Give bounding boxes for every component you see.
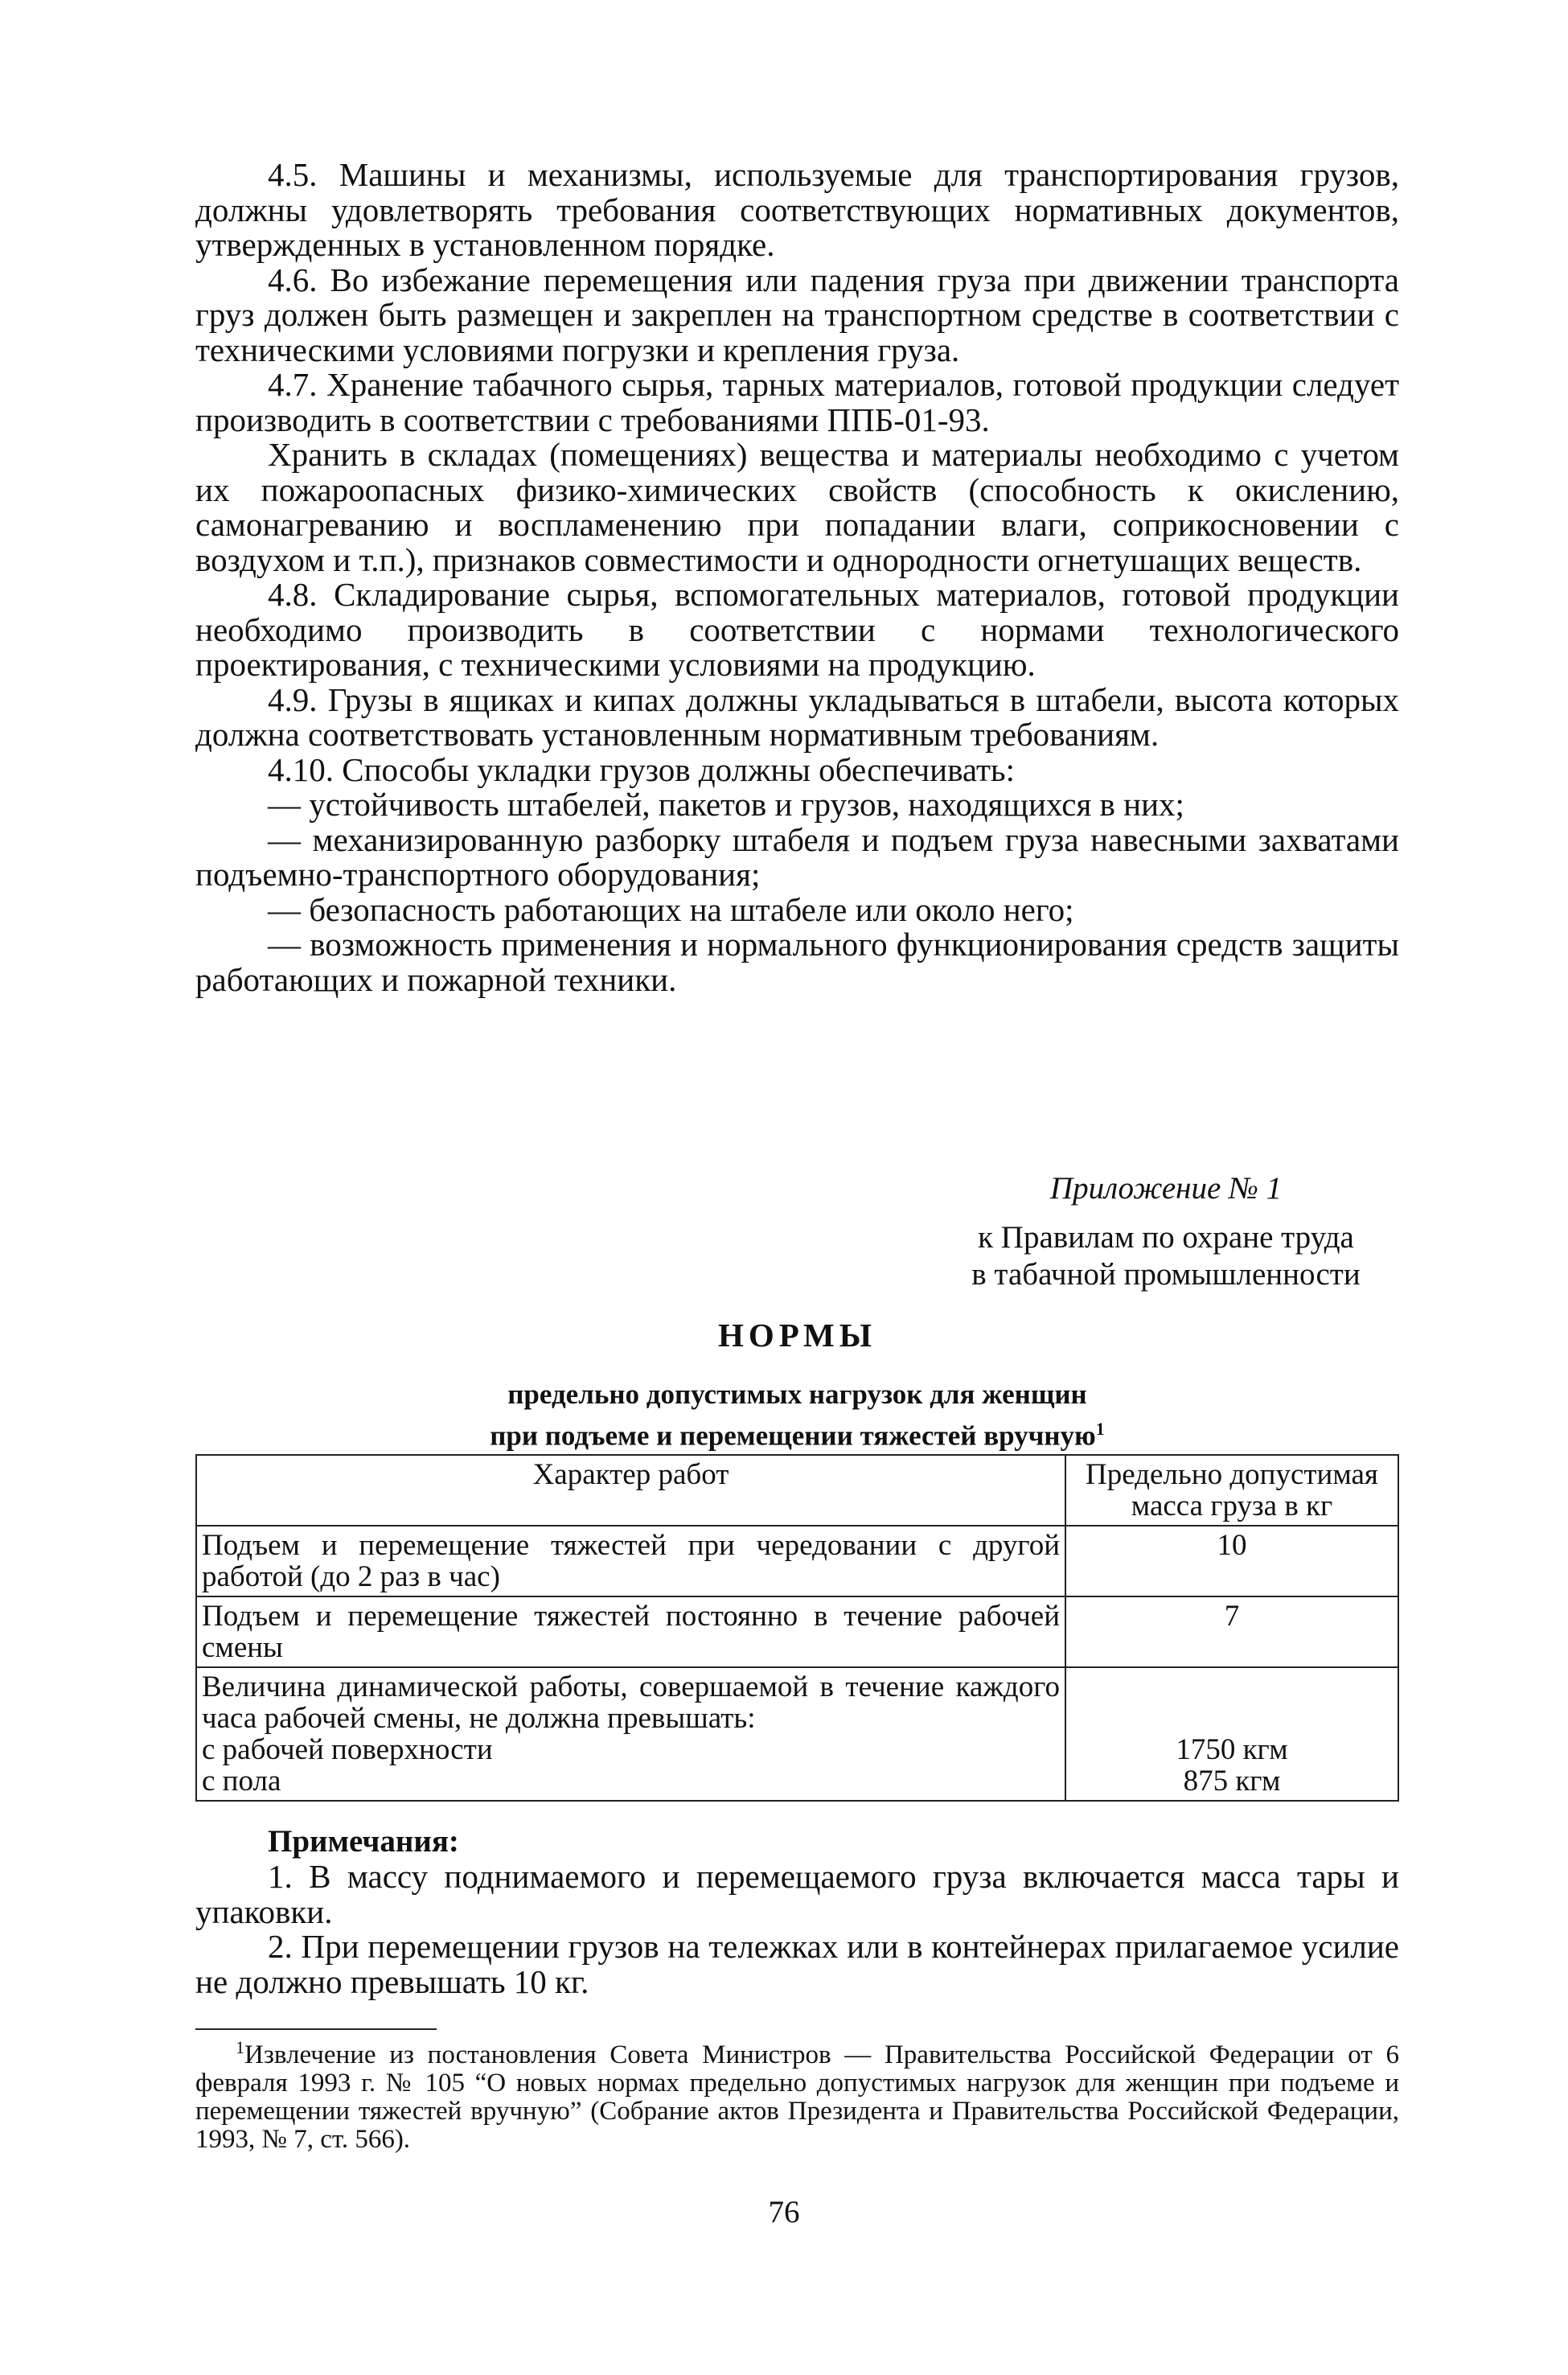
dynamic-value: 875 кгм	[1183, 1765, 1281, 1798]
paragraph-4-7: 4.7. Хранение табачного сырья, тарных материалов, готовой продукции следует производить в соответствии с требованиями ППБ-01-93.	[195, 366, 1399, 438]
table-header-row	[196, 1455, 1398, 1526]
norms-title: НОРМЫ	[717, 1317, 876, 1354]
table-row	[196, 1667, 1398, 1801]
paragraph-4-5: 4.5. Машины и механизмы, используемые для транспортирования грузов, должны удовлетворять требования соответствующих нормативных документов, утвержденных в установленном порядке.	[195, 156, 1399, 263]
table-cell-value	[1065, 1667, 1398, 1801]
paragraph-4-6: 4.6. Во избежание перемещения или падения груза при движении транспорта груз должен быть размещен и закреплен на транспортном средстве в соответствии с техническими условиями погрузки и крепления груза.	[195, 261, 1399, 368]
list-item: — возможность применения и нормального функционирования средств защиты работающих и пожарной техники.	[195, 926, 1399, 998]
main-text	[195, 158, 1399, 997]
appendix-subtitle	[933, 1219, 1399, 1293]
column-header-work: Характер работ	[196, 1455, 1065, 1526]
footnote	[195, 2033, 1399, 2154]
norms-subtitle-line	[195, 1411, 1399, 1453]
footnote-mark: 1	[236, 2037, 244, 2057]
list-item: — механизированную разборку штабеля и подъем груза навесными захватами подъемно-транспортного оборудования;	[195, 820, 1399, 893]
paragraph-storage: Хранить в складах (помещениях) вещества и материалы необходимо с учетом их пожароопасных физико-химических свойств (способность к окислению, самонагреванию и воспламенению при попадании влаги, соприкосновении с воздухом и т.п.), признаков совместимости и однородности огнетушащих веществ.	[195, 436, 1399, 578]
page-number: 76	[768, 2195, 800, 2229]
paragraph-4-8: 4.8. Складирование сырья, вспомогательных материалов, готовой продукции необходимо производить в соответствии с нормами технологического проектирования, с техническими условиями на продукцию.	[195, 576, 1399, 683]
notes	[195, 1824, 1399, 1999]
dynamic-item: с рабочей поверхности	[202, 1733, 493, 1766]
table-cell-text	[196, 1667, 1065, 1801]
appendix-subtitle-line: к Правилам по охране труда	[978, 1220, 1354, 1255]
table-cell-value: 10	[1065, 1526, 1398, 1596]
note-item: 1. В массу поднимаемого и перемещаемого груза включается масса тары и упаковки.	[195, 1858, 1399, 1930]
footnote-divider	[195, 2028, 437, 2030]
norms-table	[195, 1454, 1399, 1802]
footnote-mark: 1	[1095, 1419, 1105, 1439]
table-cell-value: 7	[1065, 1596, 1398, 1667]
list-item: — устойчивость штабелей, пакетов и грузов, находящихся в них;	[268, 786, 1184, 823]
norms-subtitle	[195, 1377, 1399, 1453]
appendix-subtitle-line: в табачной промышленности	[971, 1257, 1361, 1292]
dynamic-item: с пола	[202, 1765, 281, 1798]
dynamic-intro: Величина динамической работы, совершаемой в течение каждого часа рабочей смены, не должна превышать:	[202, 1670, 1060, 1735]
notes-heading: Примечания:	[268, 1824, 459, 1859]
column-header-mass: Предельно допустимая масса груза в кг	[1065, 1455, 1398, 1526]
paragraph-4-10: 4.10. Способы укладки грузов должны обеспечивать:	[268, 750, 1016, 788]
norms-subtitle-line: предельно допустимых нагрузок для женщин	[507, 1379, 1087, 1410]
table-row	[196, 1596, 1398, 1667]
appendix-title: Приложение № 1	[1049, 1171, 1283, 1206]
paragraph-4-9: 4.9. Грузы в ящиках и кипах должны укладываться в штабели, высота которых должна соответствовать установленным нормативным требованиям.	[195, 680, 1399, 753]
footnote-text: Извлечение из постановления Совета Министров — Правительства Российской Федерации от 6 февраля 1993 г. № 105 “О новых нормах предельно допустимых нагрузок для женщин при подъеме и перемещении тяжестей вручную” (Собрание актов Президента и Правительства Российской Федерации, 1993, № 7, ст. 566).	[195, 2040, 1399, 2154]
table-cell-text: Подъем и перемещение тяжестей постоянно в течение рабочей смены	[196, 1596, 1065, 1667]
table-row	[196, 1526, 1398, 1596]
norms-subtitle-text: при подъеме и перемещении тяжестей вручную	[490, 1420, 1096, 1452]
note-item: 2. При перемещении грузов на тележках или в контейнерах прилагаемое усилие не должно превышать 10 кг.	[195, 1928, 1399, 2000]
dynamic-value: 1750 кгм	[1176, 1733, 1288, 1766]
list-item: — безопасность работающих на штабеле или около него;	[268, 890, 1074, 928]
table-cell-text: Подъем и перемещение тяжестей при чередовании с другой работой (до 2 раз в час)	[196, 1526, 1065, 1596]
